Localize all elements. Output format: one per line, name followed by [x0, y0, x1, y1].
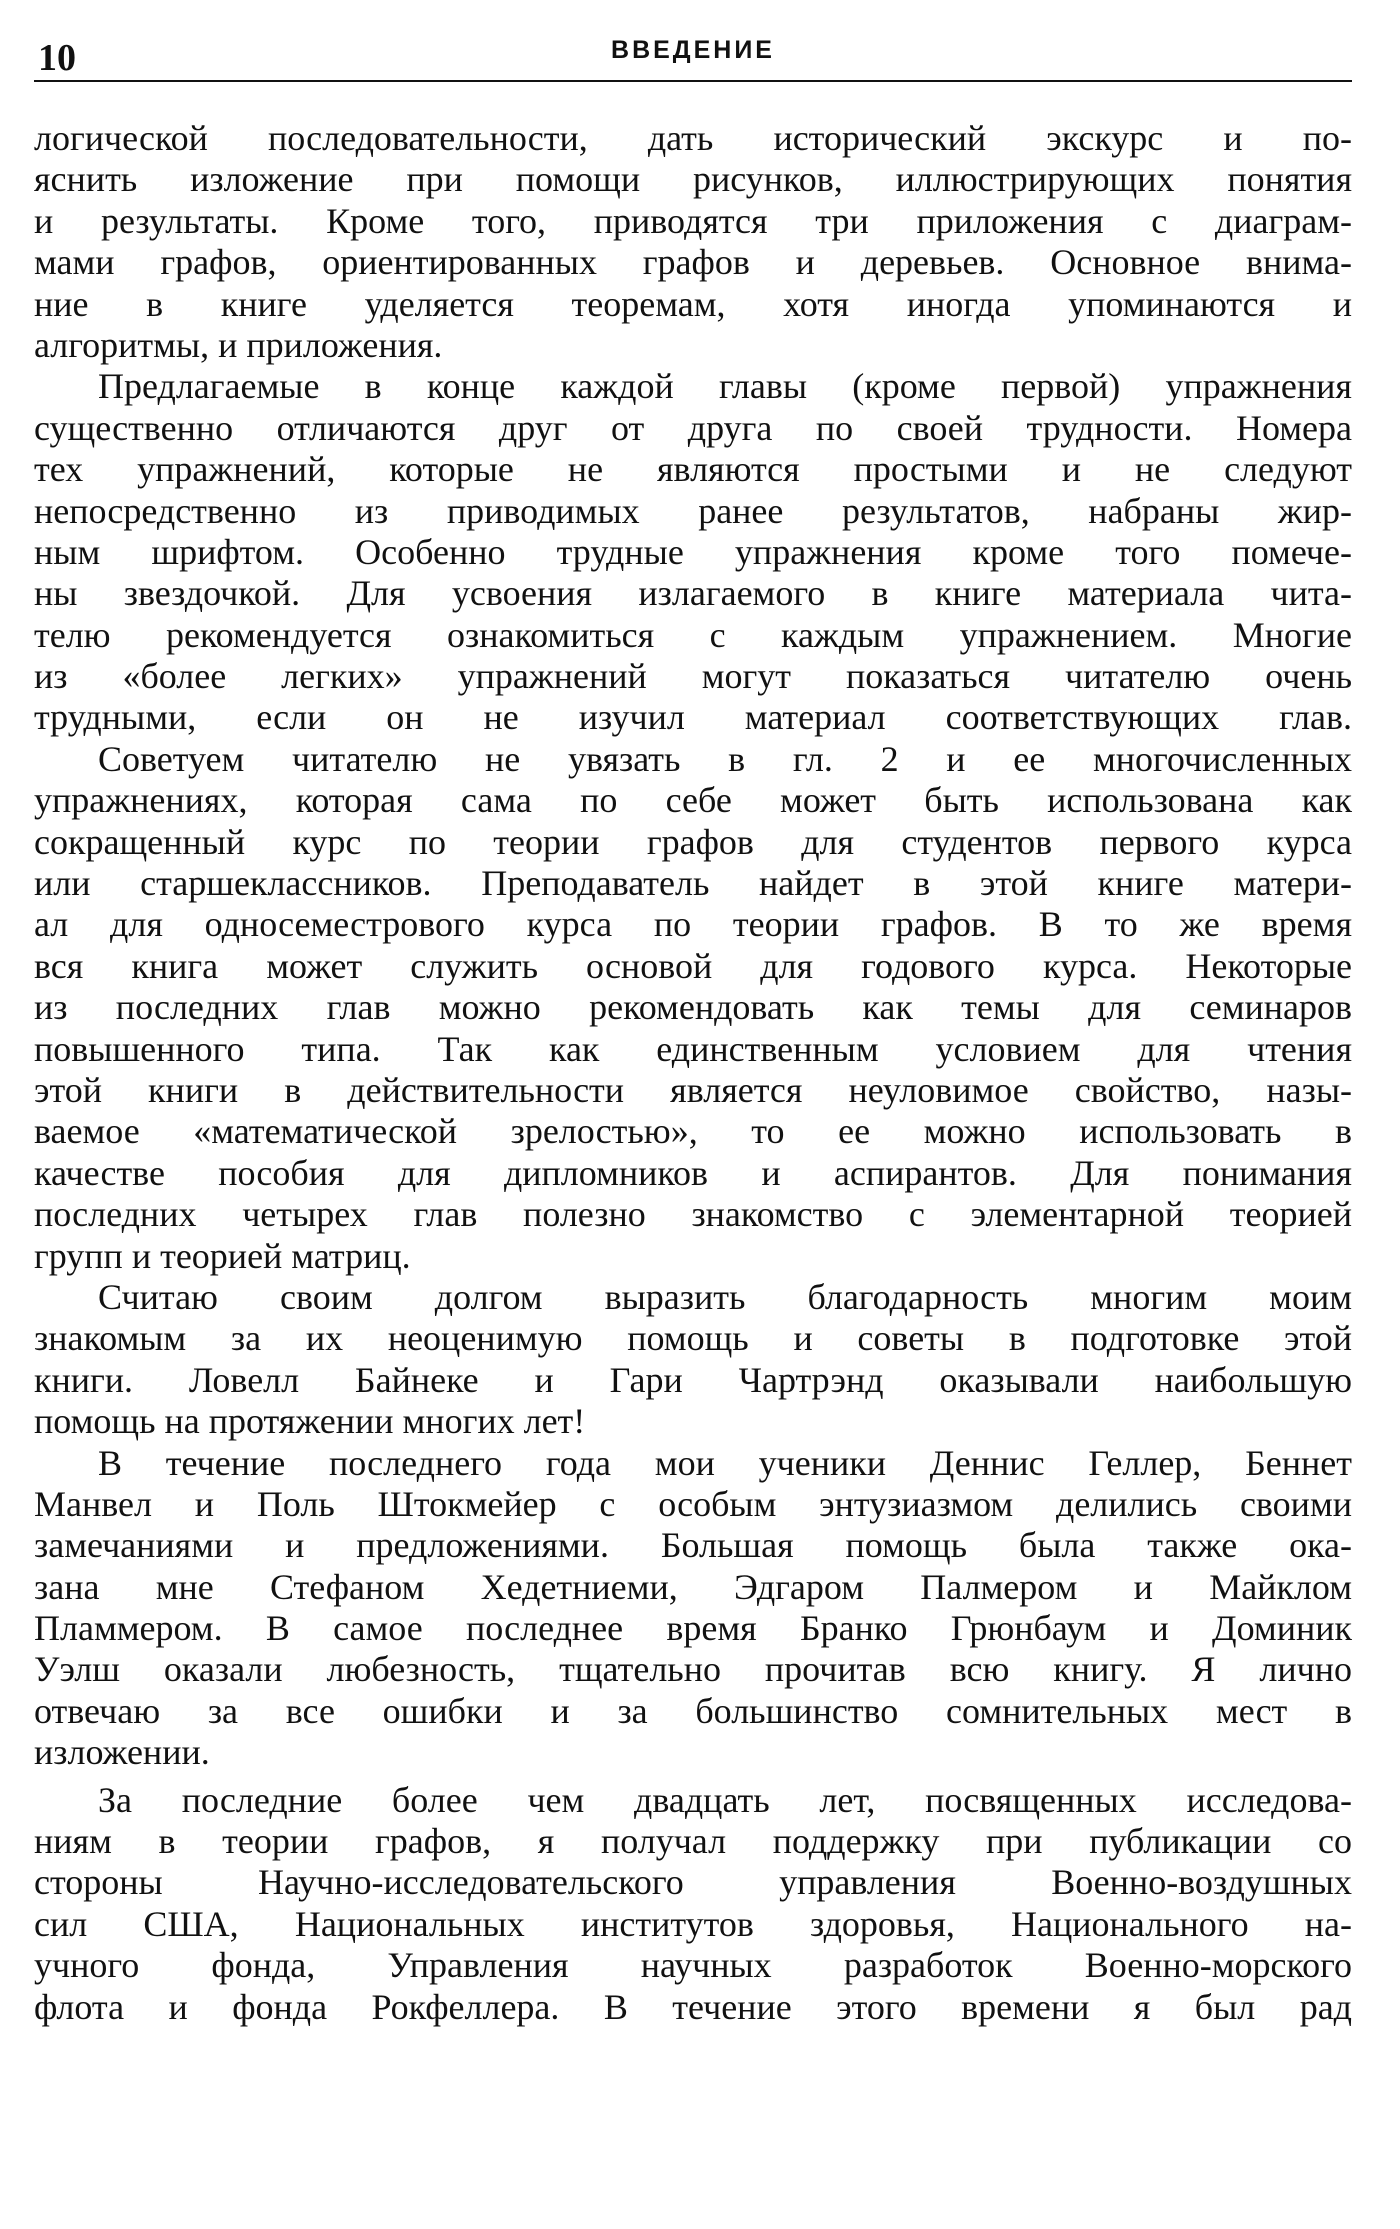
paragraph	[34, 118, 1352, 366]
text-line: ваемое «математической зрелостью», то ее можно использовать в	[34, 1111, 1352, 1152]
text-line: стороны Научно-исследовательского управления Военно-воздушных	[34, 1862, 1352, 1903]
text-line: Предлагаемые в конце каждой главы (кроме первой) упражнения	[98, 366, 1352, 407]
text-line: из «более легких» упражнений могут показаться читателю очень	[34, 656, 1352, 697]
text-line: трудными, если он не изучил материал соответствующих глав.	[34, 697, 1352, 738]
text-line: упражнениях, которая сама по себе может быть использована как	[34, 780, 1352, 821]
text-line: изложении.	[34, 1732, 210, 1773]
text-line: алгоритмы, и приложения.	[34, 324, 443, 365]
text-line: существенно отличаются друг от друга по своей трудности. Номера	[34, 407, 1352, 448]
text-line: помощь на протяжении многих лет!	[34, 1401, 586, 1442]
running-head	[34, 30, 1352, 82]
paragraph	[34, 1277, 1352, 1443]
text-line: сил США, Национальных институтов здоровья, Национального на-	[34, 1903, 1352, 1944]
text-line: яснить изложение при помощи рисунков, иллюстрирующих понятия	[34, 159, 1352, 200]
text-line: Пламмером. В самое последнее время Бранко Грюнбаум и Доминик	[34, 1608, 1352, 1649]
text-line: телю рекомендуется ознакомиться с каждым упражнением. Многие	[34, 614, 1352, 655]
text-line: Считаю своим долгом выразить благодарность многим моим	[98, 1276, 1352, 1317]
text-line: замечаниями и предложениями. Большая помощь была также ока-	[34, 1525, 1352, 1566]
text-line: В течение последнего года мои ученики Деннис Геллер, Беннет	[98, 1442, 1352, 1483]
text-line: качестве пособия для дипломников и аспирантов. Для понимания	[34, 1152, 1352, 1193]
text-line: логической последовательности, дать исторический экскурс и по-	[34, 118, 1352, 158]
text-line: Манвел и Поль Штокмейер с особым энтузиазмом делились своими	[34, 1483, 1352, 1524]
paragraph	[34, 739, 1352, 1277]
text-line: Уэлш оказали любезность, тщательно прочитав всю книгу. Я лично	[34, 1649, 1352, 1690]
text-line: флота и фонда Рокфеллера. В течение этого времени я был рад	[34, 1986, 1352, 2027]
text-line: ны звездочкой. Для усвоения излагаемого в книге материала чита-	[34, 573, 1352, 614]
text-line: ние в книге уделяется теоремам, хотя иногда упоминаются и	[34, 283, 1352, 324]
text-line: сокращенный курс по теории графов для студентов первого курса	[34, 821, 1352, 862]
text-line: этой книги в действительности является неуловимое свойство, назы-	[34, 1069, 1352, 1110]
body-text	[34, 118, 1352, 2028]
text-line: тех упражнений, которые не являются простыми и не следуют	[34, 449, 1352, 490]
text-line: ным шрифтом. Особенно трудные упражнения кроме того помече-	[34, 531, 1352, 572]
text-line: из последних глав можно рекомендовать как темы для семинаров	[34, 987, 1352, 1028]
text-line: учного фонда, Управления научных разработок Военно-морского	[34, 1945, 1352, 1986]
text-line: За последние более чем двадцать лет, посвященных исследова-	[98, 1779, 1352, 1820]
text-line: непосредственно из приводимых ранее результатов, набраны жир-	[34, 490, 1352, 531]
text-line: зана мне Стефаном Хедетниеми, Эдгаром Палмером и Майклом	[34, 1566, 1352, 1607]
text-line: Советуем читателю не увязать в гл. 2 и ее многочисленных	[98, 738, 1352, 779]
text-line: ниям в теории графов, я получал поддержку при публикации со	[34, 1821, 1352, 1862]
text-line: групп и теорией матриц.	[34, 1235, 411, 1276]
text-line: вся книга может служить основой для годового курса. Некоторые	[34, 945, 1352, 986]
text-line: повышенного типа. Так как единственным условием для чтения	[34, 1028, 1352, 1069]
running-title: ВВЕДЕНИЕ	[611, 36, 775, 64]
page-number: 10	[38, 37, 76, 79]
text-line: книги. Ловелл Байнеке и Гари Чартрэнд оказывали наибольшую	[34, 1359, 1352, 1400]
text-line: и результаты. Кроме того, приводятся три приложения с диаграм-	[34, 200, 1352, 241]
text-line: знакомым за их неоценимую помощь и советы в подготовке этой	[34, 1318, 1352, 1359]
paragraph	[34, 366, 1352, 739]
text-line: ал для односеместрового курса по теории графов. В то же время	[34, 904, 1352, 945]
book-page	[34, 30, 1352, 2028]
text-line: мами графов, ориентированных графов и деревьев. Основное внима-	[34, 242, 1352, 283]
paragraph	[34, 1443, 1352, 1774]
text-line: последних четырех глав полезно знакомство с элементарной теорией	[34, 1194, 1352, 1235]
text-line: или старшеклассников. Преподаватель найдет в этой книге матери-	[34, 863, 1352, 904]
text-line: отвечаю за все ошибки и за большинство сомнительных мест в	[34, 1690, 1352, 1731]
paragraph	[34, 1780, 1352, 2028]
